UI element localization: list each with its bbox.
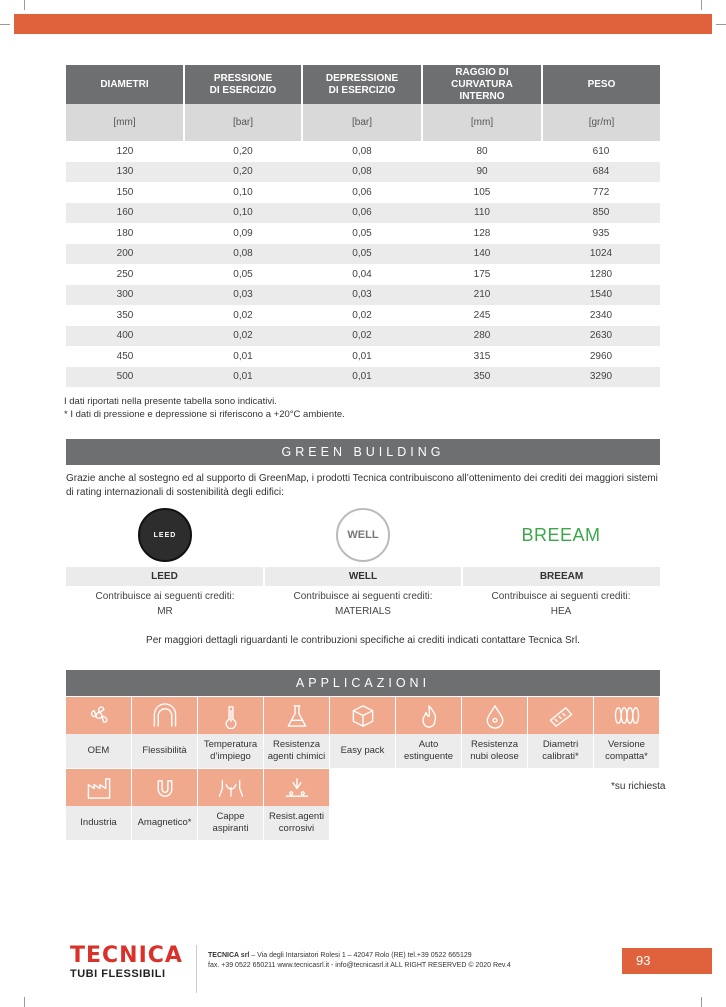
footer-address: – Via degli Intarsiatori Rolesi 1 – 42047 Rolo (RE) tel.+39 0522 665129 xyxy=(249,952,472,959)
cert-value: MR xyxy=(157,605,173,617)
flask-icon xyxy=(264,697,329,734)
leed-logo xyxy=(66,505,264,565)
applicazioni-title: APPLICAZIONI xyxy=(66,670,660,696)
table-cell: 210 xyxy=(422,285,542,306)
table-row xyxy=(66,326,660,347)
table-cell: 350 xyxy=(66,305,184,326)
table-cell: 0,08 xyxy=(302,162,422,183)
table-cell: 0,08 xyxy=(184,244,302,265)
application-label: Flessibilità xyxy=(132,734,197,768)
cert-name: LEED xyxy=(66,567,264,586)
table-cell: 0,20 xyxy=(184,162,302,183)
droplet-icon xyxy=(462,697,527,734)
table-cell: 0,03 xyxy=(184,285,302,306)
application-label: Resist.agenti corrosivi xyxy=(264,806,329,840)
application-label: Industria xyxy=(66,806,131,840)
table-cell: 0,02 xyxy=(302,326,422,347)
application-label: Versione compatta* xyxy=(594,734,659,768)
crop-mark xyxy=(24,0,25,10)
flame-icon xyxy=(396,697,461,734)
unit-cell: [gr/m] xyxy=(542,104,660,141)
table-cell: 150 xyxy=(66,182,184,203)
leed-badge-icon xyxy=(138,508,192,562)
table-cell: 0,01 xyxy=(184,346,302,367)
table-cell: 0,04 xyxy=(302,264,422,285)
crop-mark xyxy=(701,0,702,10)
table-row xyxy=(66,346,660,367)
application-item xyxy=(264,697,329,768)
table-cell: 684 xyxy=(542,162,660,183)
application-label: Diametri calibrati* xyxy=(528,734,593,768)
application-label: Amagnetico* xyxy=(132,806,197,840)
table-cell: 935 xyxy=(542,223,660,244)
application-item xyxy=(198,769,263,840)
table-cell: 180 xyxy=(66,223,184,244)
cert-value: HEA xyxy=(550,605,572,617)
table-notes xyxy=(64,395,345,421)
table-row xyxy=(66,367,660,388)
application-label: Cappe aspiranti xyxy=(198,806,263,840)
table-cell: 0,01 xyxy=(302,367,422,388)
application-item xyxy=(462,697,527,768)
application-item xyxy=(330,697,395,768)
table-cell: 2960 xyxy=(542,346,660,367)
cert-contrib: Contribuisce ai seguenti crediti: xyxy=(293,591,433,602)
table-cell: 110 xyxy=(422,203,542,224)
arch-icon xyxy=(132,697,197,734)
table-cell: 160 xyxy=(66,203,184,224)
footer-company: TECNICA srl xyxy=(208,952,250,959)
footer-contacts: fax. +39 0522 650211 www.tecnicasrl.it - info@tecnicasrl.it ALL RIGHT RESERVED © 2020 Rev.4 xyxy=(208,962,511,969)
note-line: * I dati di pressione e depressione si riferiscono a +20°C ambiente. xyxy=(64,409,345,420)
table-cell: 850 xyxy=(542,203,660,224)
table-cell: 250 xyxy=(66,264,184,285)
table-cell: 280 xyxy=(422,326,542,347)
note-line: I dati riportati nella presente tabella sono indicativi. xyxy=(64,396,277,407)
table-row xyxy=(66,244,660,265)
table-cell: 450 xyxy=(66,346,184,367)
brand-logo xyxy=(70,943,183,980)
application-label: Easy pack xyxy=(330,734,395,768)
application-item xyxy=(132,769,197,840)
table-cell: 140 xyxy=(422,244,542,265)
table-cell: 1540 xyxy=(542,285,660,306)
unit-cell: [bar] xyxy=(302,104,422,141)
application-item xyxy=(198,697,263,768)
col-header: PRESSIONE DI ESERCIZIO xyxy=(184,65,302,104)
table-cell: 0,05 xyxy=(184,264,302,285)
breeam-logo-text: BREEAM xyxy=(521,524,601,545)
crop-mark xyxy=(0,24,10,25)
cert-contrib: Contribuisce ai seguenti crediti: xyxy=(491,591,631,602)
col-header: DIAMETRI xyxy=(66,65,184,104)
table-cell: 0,02 xyxy=(184,305,302,326)
col-header: PESO xyxy=(542,65,660,104)
table-cell: 350 xyxy=(422,367,542,388)
factory-icon xyxy=(66,769,131,806)
table-cell: 200 xyxy=(66,244,184,265)
table-row xyxy=(66,305,660,326)
application-item xyxy=(264,769,329,840)
application-label: Temperatura d’impiego xyxy=(198,734,263,768)
table-cell: 0,06 xyxy=(302,182,422,203)
table-row xyxy=(66,285,660,306)
table-cell: 0,05 xyxy=(302,223,422,244)
on-request-note: *su richiesta xyxy=(611,781,666,792)
application-label: Auto estinguente xyxy=(396,734,461,768)
table-cell: 0,01 xyxy=(184,367,302,388)
box-icon xyxy=(330,697,395,734)
unit-cell: [mm] xyxy=(66,104,184,141)
thermometer-icon xyxy=(198,697,263,734)
table-cell: 245 xyxy=(422,305,542,326)
hood-icon xyxy=(198,769,263,806)
table-cell: 3290 xyxy=(542,367,660,388)
col-header: DEPRESSIONE DI ESERCIZIO xyxy=(302,65,422,104)
table-cell: 0,03 xyxy=(302,285,422,306)
contact-note: Per maggiori dettagli riguardanti le contribuzioni specifiche ai crediti indicati contattare Tecnica Srl. xyxy=(146,635,580,646)
cert-table xyxy=(66,567,660,619)
magnet-icon xyxy=(132,769,197,806)
table-row xyxy=(66,203,660,224)
cert-value: MATERIALS xyxy=(335,605,391,617)
table-cell: 0,08 xyxy=(302,141,422,162)
table-cell: 300 xyxy=(66,285,184,306)
unit-cell: [mm] xyxy=(422,104,542,141)
table-cell: 128 xyxy=(422,223,542,244)
corrosion-icon xyxy=(264,769,329,806)
footer-contact xyxy=(208,951,511,971)
crop-mark xyxy=(701,997,702,1007)
table-cell: 610 xyxy=(542,141,660,162)
crop-mark xyxy=(24,997,25,1007)
cert-name: WELL xyxy=(264,567,462,586)
table-cell: 80 xyxy=(422,141,542,162)
table-cell: 120 xyxy=(66,141,184,162)
cert-logos xyxy=(66,505,660,565)
table-cell: 0,20 xyxy=(184,141,302,162)
table-cell: 0,02 xyxy=(184,326,302,347)
table-row xyxy=(66,264,660,285)
footer-divider xyxy=(196,945,197,993)
table-cell: 175 xyxy=(422,264,542,285)
application-label: OEM xyxy=(66,734,131,768)
cert-contrib: Contribuisce ai seguenti crediti: xyxy=(95,591,235,602)
well-badge-icon xyxy=(336,508,390,562)
table-row xyxy=(66,182,660,203)
table-cell: 1280 xyxy=(542,264,660,285)
application-item xyxy=(66,769,131,840)
breeam-logo xyxy=(462,505,660,565)
table-cell: 2340 xyxy=(542,305,660,326)
table-cell: 0,06 xyxy=(302,203,422,224)
green-building-intro: Grazie anche al sostegno ed al supporto di GreenMap, i prodotti Tecnica contribuiscono all’ottenimento dei crediti dei maggiori sistemi di rating internazionali di sostenibilità degli edifici: xyxy=(66,473,658,498)
well-logo xyxy=(264,505,462,565)
table-cell: 0,01 xyxy=(302,346,422,367)
cert-name: BREEAM xyxy=(462,567,660,586)
application-item xyxy=(396,697,461,768)
header-accent-bar xyxy=(14,14,712,34)
table-cell: 315 xyxy=(422,346,542,367)
brand-name: TECNICA xyxy=(70,943,183,968)
table-cell: 772 xyxy=(542,182,660,203)
table-cell: 0,10 xyxy=(184,182,302,203)
fan-icon xyxy=(66,697,131,734)
spec-table xyxy=(66,65,660,387)
table-cell: 0,05 xyxy=(302,244,422,265)
col-header: RAGGIO DI CURVATURA INTERNO xyxy=(422,65,542,104)
table-cell: 130 xyxy=(66,162,184,183)
table-cell: 2630 xyxy=(542,326,660,347)
ruler-icon xyxy=(528,697,593,734)
table-cell: 0,09 xyxy=(184,223,302,244)
table-cell: 0,02 xyxy=(302,305,422,326)
table-cell: 400 xyxy=(66,326,184,347)
application-item xyxy=(528,697,593,768)
green-building-title: GREEN BUILDING xyxy=(66,439,660,465)
application-item xyxy=(66,697,131,768)
table-row xyxy=(66,141,660,162)
table-cell: 500 xyxy=(66,367,184,388)
application-item xyxy=(132,697,197,768)
table-cell: 105 xyxy=(422,182,542,203)
brand-subtitle: TUBI FLESSIBILI xyxy=(70,968,166,980)
table-cell: 90 xyxy=(422,162,542,183)
table-row xyxy=(66,162,660,183)
well-logo-text: WELL xyxy=(347,529,379,541)
page-number: 93 xyxy=(622,948,712,974)
leed-logo-text: LEED xyxy=(153,531,177,539)
application-label: Resistenza agenti chimici xyxy=(264,734,329,768)
table-row xyxy=(66,223,660,244)
application-label: Resistenza nubi oleose xyxy=(462,734,527,768)
unit-cell: [bar] xyxy=(184,104,302,141)
coil-icon xyxy=(594,697,659,734)
application-item xyxy=(594,697,659,768)
table-cell: 1024 xyxy=(542,244,660,265)
crop-mark xyxy=(716,24,726,25)
table-cell: 0,10 xyxy=(184,203,302,224)
